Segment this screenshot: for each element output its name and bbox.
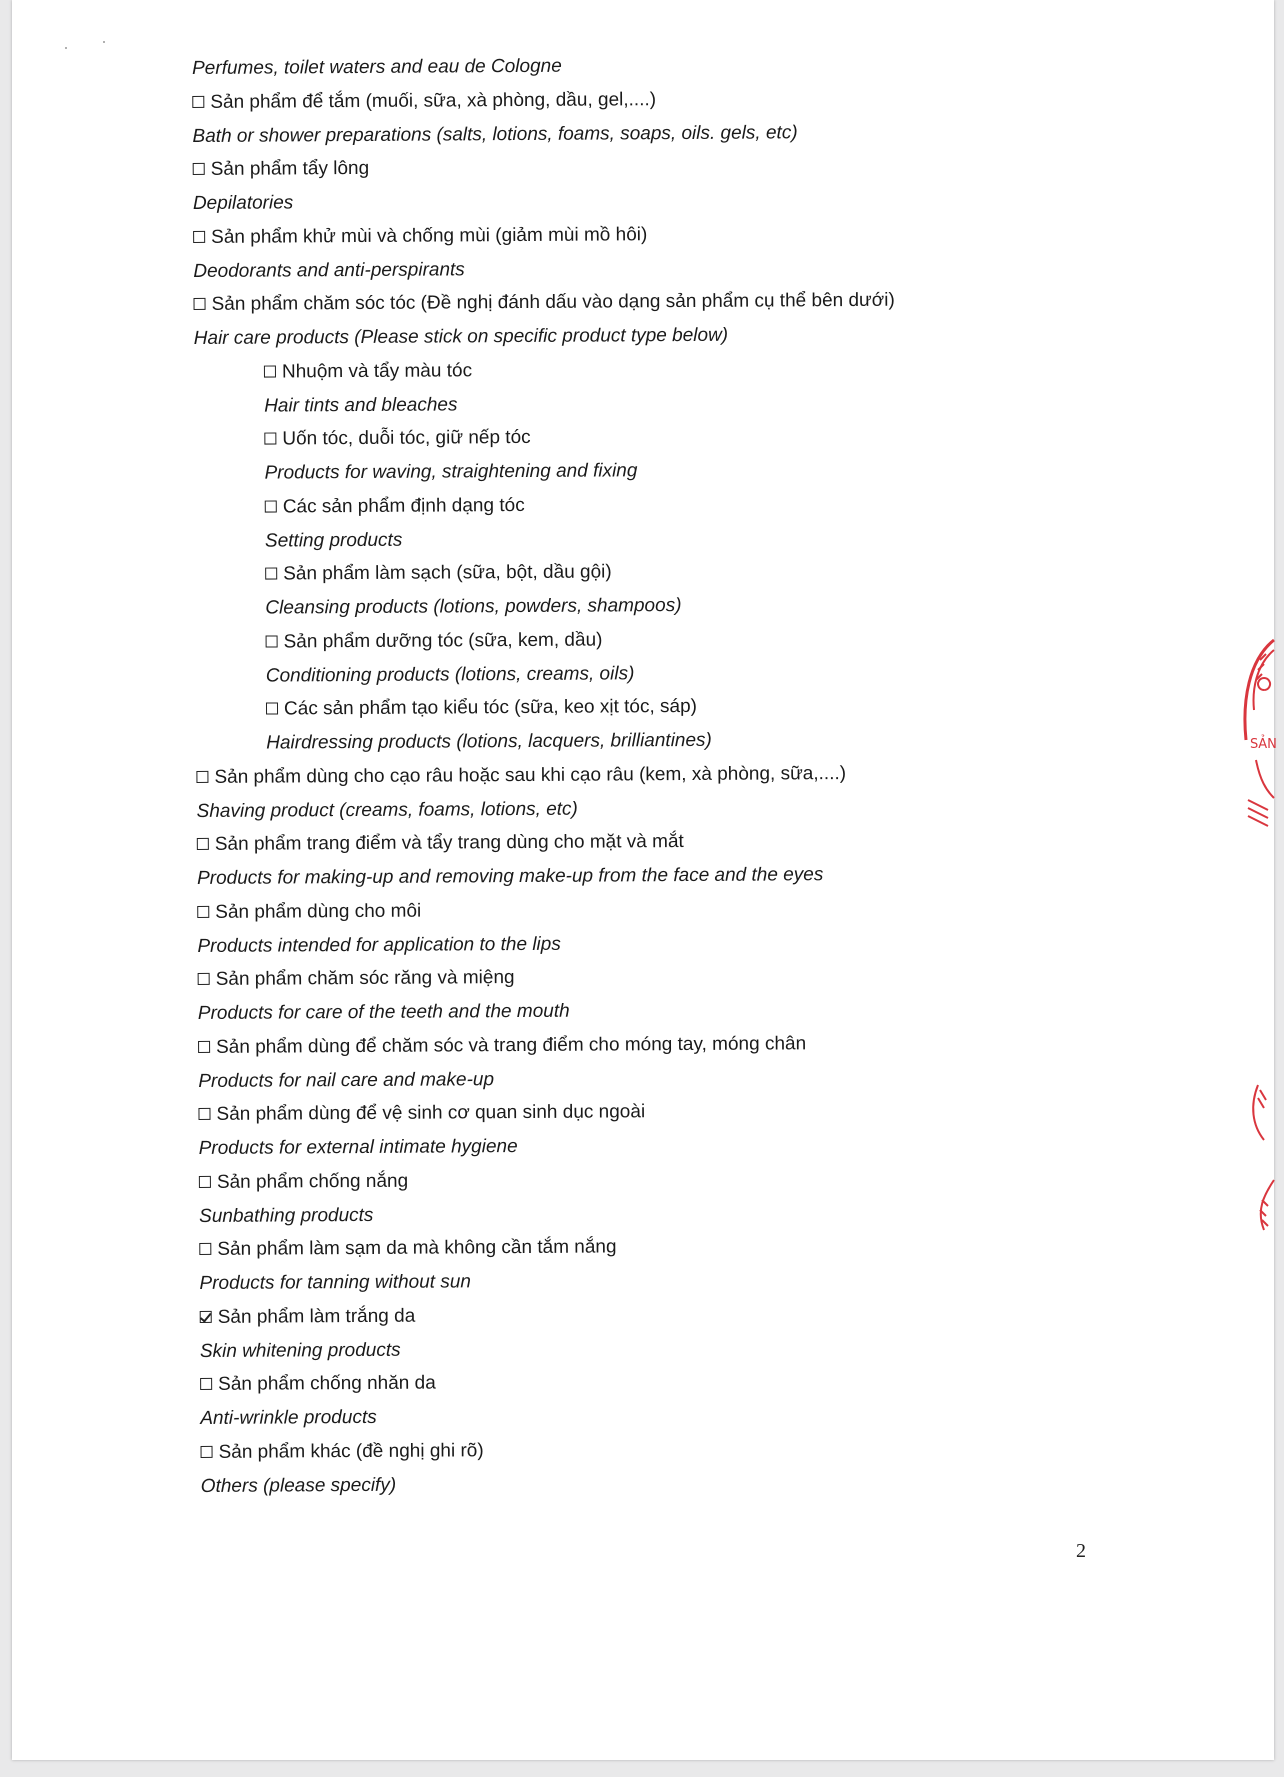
option-label-vi: Sản phẩm tẩy lông (210, 158, 370, 181)
checked-checkbox-icon[interactable] (200, 1311, 212, 1323)
red-seal-stamp-top (1234, 630, 1277, 840)
checkbox-option[interactable] (199, 1160, 1099, 1199)
checkbox-option[interactable] (198, 1025, 1098, 1064)
option-label-vi: Uốn tóc, duỗi tóc, giữ nếp tóc (282, 427, 531, 450)
checkbox-option[interactable] (199, 1228, 1099, 1267)
checkbox-option[interactable] (195, 553, 1095, 592)
page-number: 2 (1076, 1540, 1086, 1562)
checkbox-option[interactable] (192, 80, 1092, 119)
option-label-en: Products for making-up and removing make-up from the face and the eyes (196, 864, 824, 889)
checkbox-option[interactable] (196, 620, 1096, 659)
checkbox-icon[interactable] (197, 906, 209, 918)
checkbox-icon[interactable] (198, 973, 210, 985)
stamp-text-san: SẢN (1250, 737, 1277, 752)
option-label-vi: Sản phẩm để tắm (muối, sữa, xà phòng, dầu, gel,....) (210, 88, 657, 113)
checkbox-icon[interactable] (192, 96, 204, 108)
checkbox-option[interactable] (195, 485, 1095, 524)
checkbox-option[interactable] (197, 890, 1097, 929)
checkbox-option[interactable] (197, 823, 1097, 862)
option-label-vi: Sản phẩm trang điểm và tẩy trang dùng cho mặt và mắt (214, 831, 684, 856)
option-label-vi: Sản phẩm dùng cho môi (215, 900, 422, 923)
checkbox-option[interactable] (200, 1363, 1100, 1402)
option-label-vi: Sản phẩm khác (đề nghị ghi rõ) (218, 1439, 484, 1463)
checkbox-icon[interactable] (265, 500, 277, 512)
option-label-vi: Sản phẩm dưỡng tóc (sữa, kem, dầu) (283, 629, 603, 653)
checkbox-option[interactable] (193, 215, 1093, 254)
option-label-vi: Sản phẩm dùng để chăm sóc và trang điểm cho móng tay, móng chân (216, 1033, 807, 1058)
option-label-en: Anti-wrinkle products (200, 1406, 377, 1429)
option-label-en: Products for care of the teeth and the mouth (197, 1000, 570, 1024)
product-category-list (192, 47, 1101, 1504)
option-label-en: Products for external intimate hygiene (198, 1136, 518, 1159)
checkbox-option[interactable] (196, 755, 1096, 794)
checkbox-icon[interactable] (200, 1378, 212, 1390)
checkbox-icon[interactable] (265, 568, 277, 580)
option-label-en: Setting products (264, 529, 403, 552)
checkbox-icon[interactable] (194, 298, 206, 310)
option-label-vi: Sản phẩm chăm sóc tóc (Đề nghị đánh dấu vào dạng sản phẩm cụ thể bên dưới) (211, 289, 895, 316)
scan-specks (62, 40, 122, 65)
option-label-en: Hairdressing products (lotions, lacquers, brilliantines) (266, 729, 712, 754)
option-label-vi: Các sản phẩm tạo kiểu tóc (sữa, keo xịt tóc, sáp) (283, 696, 698, 720)
checkbox-icon[interactable] (196, 771, 208, 783)
checkbox-icon[interactable] (199, 1243, 211, 1255)
checkbox-option[interactable] (194, 418, 1094, 457)
option-label-en: Hair tints and bleaches (264, 393, 458, 417)
checkbox-icon[interactable] (199, 1176, 211, 1188)
option-label-en: Deodorants and anti-perspirants (193, 258, 465, 282)
checkbox-icon[interactable] (266, 703, 278, 715)
option-label-en: Products for tanning without sun (199, 1271, 472, 1294)
document-page (12, 0, 1277, 1760)
option-label-en: Products intended for application to the lips (197, 933, 561, 957)
option-label-en: Cleansing products (lotions, powders, shampoos) (265, 595, 682, 619)
option-label-en: Bath or shower preparations (salts, lotions, foams, soaps, oils. gels, etc) (192, 121, 798, 147)
option-label-en: Sunbathing products (199, 1204, 374, 1227)
checkbox-icon[interactable] (198, 1041, 210, 1053)
option-label-vi: Sản phẩm dùng cho cạo râu hoặc sau khi cạo râu (kem, xà phòng, sữa,....) (214, 762, 847, 788)
checkbox-option[interactable] (193, 148, 1093, 187)
option-label-vi: Nhuộm và tẩy màu tóc (281, 360, 473, 383)
option-label-en: Shaving product (creams, foams, lotions, etc) (196, 798, 578, 822)
option-label-en: Perfumes, toilet waters and eau de Cologne (192, 55, 562, 79)
option-label-vi: Sản phẩm làm sạch (sữa, bột, dầu gội) (283, 561, 612, 585)
option-label-en: Skin whitening products (199, 1339, 401, 1362)
option-label-en: Conditioning products (lotions, creams, oils) (265, 662, 635, 687)
checkbox-icon[interactable] (193, 231, 205, 243)
checkbox-option[interactable] (200, 1430, 1100, 1469)
option-label-vi: Sản phẩm dùng để vệ sinh cơ quan sinh dục ngoài (216, 1101, 646, 1126)
option-label-vi: Các sản phẩm định dạng tóc (282, 494, 525, 518)
red-seal-stamp-bottom (1234, 1080, 1274, 1270)
checkbox-icon[interactable] (264, 433, 276, 445)
option-label-vi: Sản phẩm chăm sóc răng và miệng (215, 967, 515, 991)
option-label-vi: Sản phẩm khử mùi và chống mùi (giảm mùi mồ hôi) (211, 223, 648, 248)
option-label-en: Products for nail care and make-up (198, 1068, 495, 1092)
option-label-en: Depilatories (192, 192, 294, 214)
option-label-en: Products for waving, straightening and fixing (264, 460, 638, 484)
checkbox-icon[interactable] (266, 635, 278, 647)
checkbox-option[interactable] (200, 1295, 1100, 1334)
checkbox-icon[interactable] (264, 365, 276, 377)
checkbox-option[interactable] (193, 283, 1093, 322)
option-label-vi: Sản phẩm làm sạm da mà không cần tắm nắng (217, 1236, 617, 1261)
checkbox-option[interactable] (194, 350, 1094, 389)
checkbox-option[interactable] (198, 958, 1098, 997)
option-label-vi: Sản phẩm chống nắng (216, 1170, 409, 1193)
checkbox-icon[interactable] (197, 838, 209, 850)
checkbox-icon[interactable] (198, 1108, 210, 1120)
checkbox-icon[interactable] (201, 1446, 213, 1458)
checkbox-icon[interactable] (193, 163, 205, 175)
option-label-vi: Sản phẩm làm trắng da (217, 1305, 416, 1328)
option-label-vi: Sản phẩm chống nhăn da (218, 1372, 436, 1396)
option-label-en: Others (please specify) (200, 1474, 397, 1497)
checkbox-option[interactable] (196, 688, 1096, 727)
option-label-en: Hair care products (Please stick on specific product type below) (193, 324, 729, 349)
checkbox-option[interactable] (198, 1093, 1098, 1132)
